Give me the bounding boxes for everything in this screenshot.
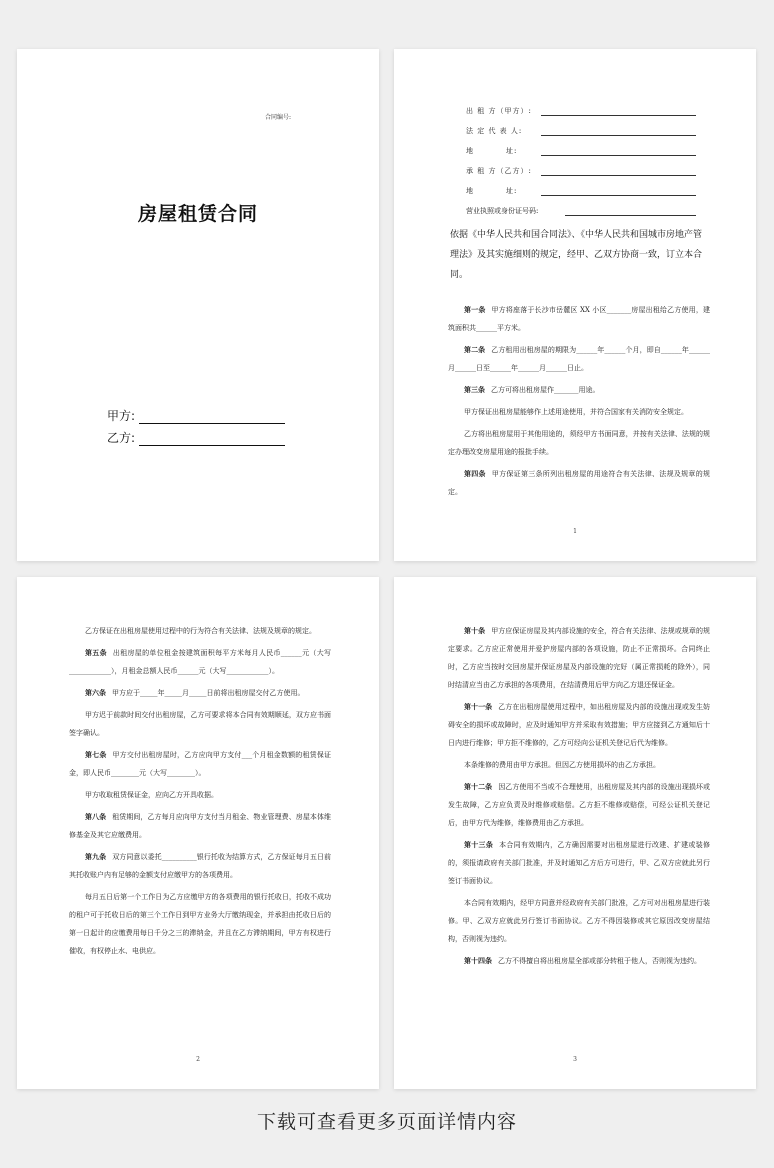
clause-text: 甲方交付出租房屋时，乙方应向甲方支付___个月租金数额的租赁保证金，即人民币________元（大写________）。	[69, 751, 331, 777]
party-b-label: 乙方:	[107, 431, 136, 445]
clause-text: 本合同有效期内，乙方确因需要对出租房屋进行改建、扩建或装修的，须报请政府有关部门批准，并及时通知乙方后方可进行，甲、乙双方应就此另行签订书面协议。	[448, 841, 710, 885]
clause	[448, 341, 710, 377]
clause-heading: 第十三条	[464, 840, 494, 849]
clause-text: 甲方将座落于长沙市岳麓区 XX 小区_______房屋出租给乙方使用，建筑面积共______平方米。	[448, 306, 711, 332]
clause	[448, 301, 710, 337]
clause-text: 本条维修的费用由甲方承担。但因乙方使用损坏的由乙方承担。	[464, 761, 660, 769]
clause-heading: 第九条	[85, 852, 107, 861]
info-blank	[541, 127, 696, 136]
clause	[448, 698, 710, 752]
clause	[69, 848, 331, 884]
clause-heading: 第十一条	[464, 702, 493, 711]
clause	[448, 465, 710, 501]
clause	[69, 644, 331, 680]
info-label: 承 租 方（乙方）:	[466, 167, 532, 175]
clause-text: 每月五日后第一个工作日为乙方应缴甲方的各项费用的银行托收日，托收不成功的租户可于托收日后的第三个工作日到甲方业务大厅缴纳现金，并承担由托收日后的第一日起计的应缴费用每日千分之三的滞纳金，并且在乙方滞纳期间，甲方有权进行催收，有权停止水、电供应。	[69, 893, 331, 955]
clause-heading: 第一条	[464, 305, 486, 314]
footer-caption: 下载可查看更多页面详情内容	[256, 1111, 517, 1133]
info-label: 法 定 代 表 人:	[466, 127, 523, 135]
info-blank	[541, 167, 696, 176]
clause	[448, 425, 710, 461]
page-1	[394, 49, 756, 561]
clause-heading: 第十条	[464, 626, 486, 635]
page-number: 1	[573, 528, 577, 535]
clause-heading: 第六条	[85, 688, 106, 697]
clause-heading: 第五条	[85, 648, 107, 657]
page-cover	[17, 49, 379, 561]
clause-text: 甲方迟于前款时间交付出租房屋，乙方可要求将本合同有效期顺延，双方应书面签字确认。	[69, 711, 331, 737]
info-label: 地 址:	[466, 147, 518, 155]
page-3	[394, 577, 756, 1089]
clause	[448, 756, 710, 774]
info-blank	[541, 107, 696, 116]
info-blank	[541, 147, 696, 156]
clause	[69, 684, 331, 702]
contract-number-label: 合同编号:	[264, 114, 291, 121]
clause	[69, 622, 331, 640]
info-label: 营业执照或身份证号码:	[466, 207, 539, 215]
document-title: 房屋租赁合同	[137, 203, 258, 225]
info-row-id-number	[466, 196, 696, 216]
clause-text: 甲方应于_____年_____月_____日前将出租房屋交付乙方使用。	[112, 689, 305, 697]
info-row-address-a	[466, 136, 696, 156]
info-blank	[565, 207, 696, 216]
page-number: 3	[573, 1056, 577, 1063]
clause-text: 乙方可将出租房屋作_______用途。	[491, 386, 600, 394]
clause-text: 本合同有效期内，经甲方同意并经政府有关部门批准，乙方可对出租房屋进行装修。甲、乙双方应就此另行签订书面协议。乙方不得因装修或其它原因改变房屋结构，否则视为违约。	[448, 899, 710, 943]
info-label: 出 租 方（甲方）:	[466, 107, 532, 115]
clause-text: 租赁期间，乙方每月应向甲方支付当月租金、物业管理费、房屋本体维修基金及其它应缴费用。	[69, 813, 332, 839]
page-2	[17, 577, 379, 1089]
info-row-address-b	[466, 176, 696, 196]
clause	[448, 622, 710, 694]
clause	[448, 778, 710, 832]
party-a-blank	[139, 411, 285, 424]
clause-heading: 第十二条	[464, 782, 493, 791]
clause-heading: 第三条	[464, 385, 485, 394]
clause-text: 乙方不得擅自将出租房屋全部或部分转租于他人，否则视为违约。	[498, 957, 701, 965]
info-row-lessee	[466, 156, 696, 176]
clause-text: 甲方应保证房屋及其内部设施的安全，符合有关法律、法规或规章的规定要求。乙方应正常使用并爱护房屋内部的各项设施，防止不正常损坏。合同终止时，乙方应当按时交回房屋并保证房屋及内部设施的完好（属正常损耗的除外），同时结清应当由乙方承担的各项费用，在结清费用后甲方向乙方退还保证金。	[448, 627, 711, 689]
clause	[448, 403, 710, 421]
clause-text: 乙方将出租房屋用于其他用途的，须经甲方书面同意，并按有关法律、法规的规定办理改变房屋用途的报批手续。	[448, 430, 710, 456]
clause-list	[69, 622, 331, 964]
clause	[69, 706, 331, 742]
clause	[69, 808, 331, 844]
clause-text: 乙方保证在出租房屋使用过程中的行为符合有关法律、法规及规章的规定。	[85, 627, 316, 635]
clause-heading: 第八条	[85, 812, 107, 821]
clause	[69, 786, 331, 804]
clause-list	[448, 622, 710, 974]
clause-text: 甲方保证第三条所列出租房屋的用途符合有关法律、法规及规章的规定。	[448, 470, 710, 496]
party-a-line	[107, 407, 285, 424]
clause-heading: 第十四条	[464, 956, 492, 965]
clause-text: 出租房屋的单位租金按建筑面积每平方米每月人民币______元（大写____________），月租金总额人民币______元（大写____________）。	[69, 649, 332, 675]
party-a-label: 甲方:	[107, 409, 136, 423]
clause-list	[448, 301, 710, 505]
clause-text: 乙方租用出租房屋的期限为______年______个月，即自______年______月______日至______年______月______日止。	[448, 346, 711, 372]
clause	[69, 746, 331, 782]
party-b-blank	[139, 433, 285, 446]
clause-heading: 第七条	[85, 750, 107, 759]
info-blank	[541, 187, 696, 196]
info-row-lessor	[466, 96, 696, 116]
clause	[69, 888, 331, 960]
contract-intro: 依据《中华人民共和国合同法》、《中华人民共和国城市房地产管理法》及其实施细则的规定，经甲、乙双方协商一致，订立本合同。	[450, 230, 703, 280]
clause	[448, 952, 710, 970]
info-row-representative	[466, 116, 696, 136]
party-b-line	[107, 429, 285, 446]
clause-text: 因乙方使用不当或不合理使用，出租房屋及其内部的设施出现损坏或发生故障，乙方应负责及时维修或赔偿。乙方拒不维修或赔偿，可经公证机关登记后，由甲方代为维修，维修费用由乙方承担。	[448, 783, 711, 827]
info-label: 地 址:	[466, 187, 518, 195]
clause-heading: 第二条	[464, 345, 486, 354]
clause-heading: 第四条	[464, 469, 486, 478]
clause	[448, 836, 710, 890]
clause-text: 双方同意以委托__________银行托收为结算方式，乙方保证每月五日前其托收账户内有足够的金额支付应缴甲方的各项费用。	[69, 853, 332, 879]
party-info-list	[466, 96, 696, 216]
page-number: 2	[196, 1056, 200, 1063]
clause-text: 乙方在出租房屋使用过程中，如出租房屋及内部的设施出现或发生妨碍安全的损坏或故障时，应及时通知甲方并采取有效措施；甲方应接到乙方通知后十日内进行维修；甲方拒不维修的，乙方可经向公证机关登记后代为维修。	[448, 703, 711, 747]
clause	[448, 894, 710, 948]
clause	[448, 381, 710, 399]
clause-text: 甲方保证出租房屋能够作上述用途使用，并符合国家有关消防安全规定。	[464, 408, 688, 416]
clause-text: 甲方收取租赁保证金，应向乙方开具收据。	[85, 791, 218, 799]
